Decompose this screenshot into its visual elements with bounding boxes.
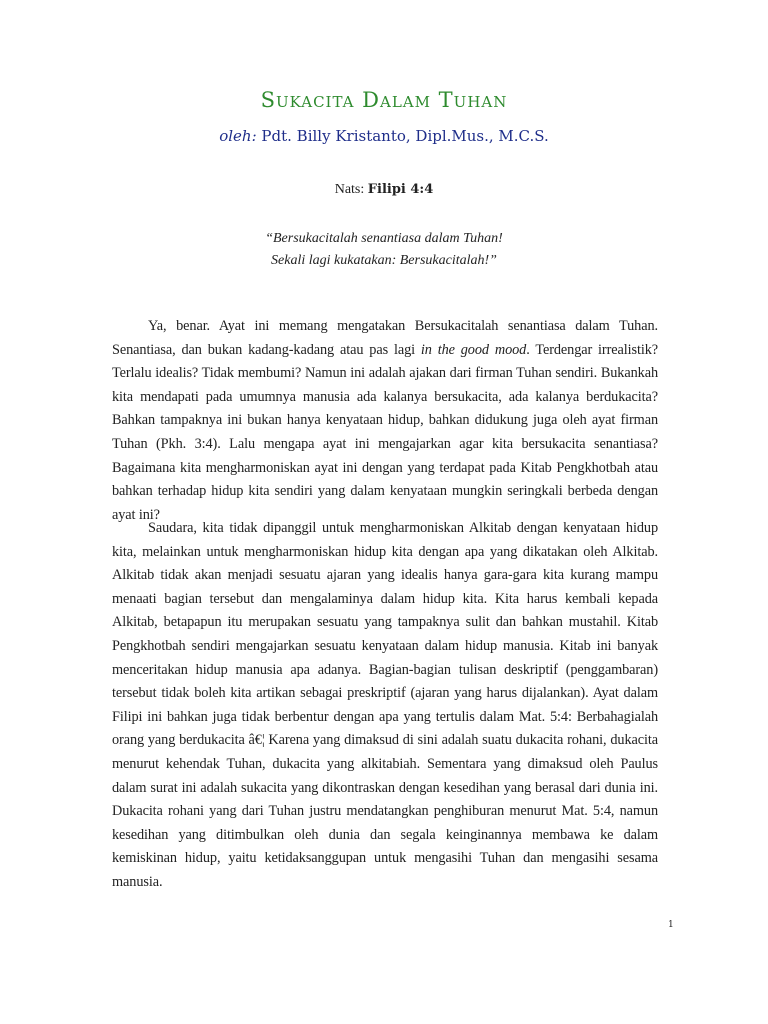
nats-reference: Filipi 4:4	[367, 182, 434, 197]
quote-line-2: Sekali lagi kukatakan: Bersukacitalah!”	[271, 253, 497, 268]
paragraph-1-before: Ya, benar. Ayat ini memang mengatakan Bersukacitalah senantiasa dalam Tuhan. Senantiasa, dan bukan kadang-kadang atau pas lagi	[112, 318, 658, 358]
scripture-quote	[0, 228, 768, 272]
paragraph-1-after: . Terdengar irrealistik? Terlalu idealis? Tidak membumi? Namun ini adalah ajakan dari firman Tuhan sendiri. Bukankah kita mendapati pada umumnya manusia ada kalanya bersukacita, ada kalanya berdukacita? Bahkan tampaknya ini bukan hanya kenyataan hidup, bahkan didukung juga oleh ayat firman Tuhan (Pkh. 3:4). Lalu mengapa ayat ini mengajarkan agar kita bersukacita senantiasa? Bagaimana kita mengharmoniskan ayat ini dengan yang terdapat pada Kitab Pengkhotbah atau bahkan terhadap hidup kita sendiri yang dalam kenyataan mungkin seringkali berbeda dengan ayat ini?	[112, 341, 658, 523]
author-prefix: oleh:	[219, 127, 257, 145]
author-name: Pdt. Billy Kristanto, Dipl.Mus., M.C.S.	[261, 127, 549, 145]
document-title: Sukacita Dalam Tuhan	[260, 88, 508, 112]
nats-label: Nats:	[334, 182, 365, 197]
paragraph-1	[112, 315, 658, 527]
nats-line	[0, 182, 768, 198]
paragraph-1-emphasis: in the good mood	[420, 341, 527, 358]
author-line	[0, 127, 768, 145]
page-number: 1	[668, 920, 674, 930]
quote-line-1: “Bersukacitalah senantiasa dalam Tuhan!	[265, 231, 503, 246]
paragraph-2: Saudara, kita tidak dipanggil untuk mengharmoniskan Alkitab dengan kenyataan hidup kita, melainkan untuk mengharmoniskan hidup kita dengan apa yang dikatakan oleh Alkitab. Alkitab tidak akan menjadi sesuatu ajaran yang idealis hanya gara-gara kita kurang mampu menaati bagian tersebut dan mengalaminya dalam hidup kita. Kita harus kembali kepada Alkitab, betapapun itu merupakan sesuatu yang tampaknya sulit dan bahkan mustahil. Kitab Pengkhotbah sendiri mengajarkan sesuatu kenyataan dalam hidup manusia. Kitab ini banyak menceritakan hidup manusia apa adanya. Bagian-bagian tulisan deskriptif (penggambaran) tersebut tidak boleh kita artikan sebagai preskriptif (ajaran yang harus dijalankan). Ayat dalam Filipi ini bahkan juga tidak berbentur dengan apa yang tertulis dalam Mat. 5:4: Berbahagialah orang yang berdukacita â€¦ Karena yang dimaksud di sini adalah suatu dukacita rohani, dukacita menurut kehendak Tuhan, dukacita yang alkitabiah. Sementara yang dimaksud oleh Paulus dalam surat ini adalah sukacita yang dikontraskan dengan kesedihan yang berasal dari dunia ini. Dukacita rohani yang dari Tuhan justru mendatangkan penghiburan menurut Mat. 5:4, namun kesedihan yang ditimbulkan oleh dunia dan segala keinginannya membawa ke dalam kemiskinan hidup, yaitu ketidaksanggupan untuk mengasihi Tuhan dan mengasihi sesama manusia.	[112, 520, 658, 890]
